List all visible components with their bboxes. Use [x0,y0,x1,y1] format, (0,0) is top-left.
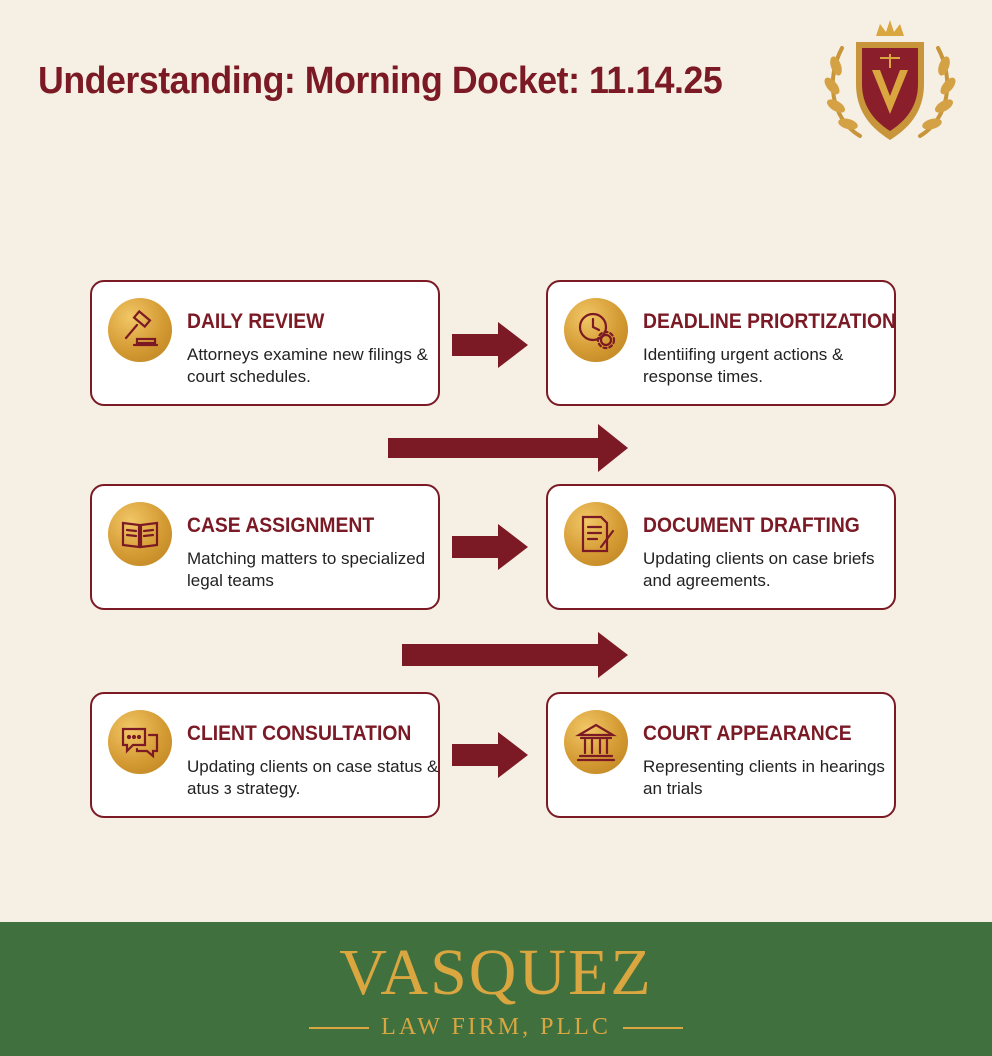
arrow-right-icon [452,320,530,370]
document-pen-icon [564,502,628,566]
long-arrow-right-icon [402,630,630,680]
firm-subtitle-row [0,1014,992,1041]
step-description: Updating clients on case status & atus з strategy. [187,757,439,798]
step-card-client-consultation [90,692,440,818]
step-title: CLIENT CONSULTATION [187,722,412,745]
firm-crest-logo [820,18,960,148]
step-description: Attorneys examine new filings & court schedules. [187,345,428,386]
step-card-court-appearance [546,692,896,818]
step-description: Matching matters to specialized legal teams [187,549,426,590]
page-title: Understanding: Morning Docket: 11.14.25 [38,60,723,102]
step-title: DAILY REVIEW [187,310,325,333]
step-card-deadline-prioritization [546,280,896,406]
step-card-document-drafting [546,484,896,610]
chat-bubbles-icon [108,710,172,774]
gavel-icon [108,298,172,362]
divider [309,1027,369,1029]
step-description: Identiifing urgent actions & response times. [643,345,844,386]
open-book-icon [108,502,172,566]
step-description: Updating clients on case briefs and agreements. [643,549,875,590]
step-card-case-assignment [90,484,440,610]
firm-subtitle: LAW FIRM, PLLC [381,1014,611,1040]
arrow-right-icon [452,522,530,572]
step-title: DEADLINE PRIORTIZATION [643,310,896,333]
divider [623,1027,683,1029]
firm-brand-name: VASQUEZ [339,936,653,1009]
step-title: CASE ASSIGNMENT [187,514,375,537]
clock-gear-icon [564,298,628,362]
step-title: DOCUMENT DRAFTING [643,514,860,537]
step-card-daily-review [90,280,440,406]
arrow-right-icon [452,730,530,780]
courthouse-icon [564,710,628,774]
step-title: COURT APPEARANCE [643,722,852,745]
long-arrow-right-icon [388,422,630,474]
footer-banner [0,922,992,1056]
step-description: Representing clients in hearings an trials [643,757,885,798]
